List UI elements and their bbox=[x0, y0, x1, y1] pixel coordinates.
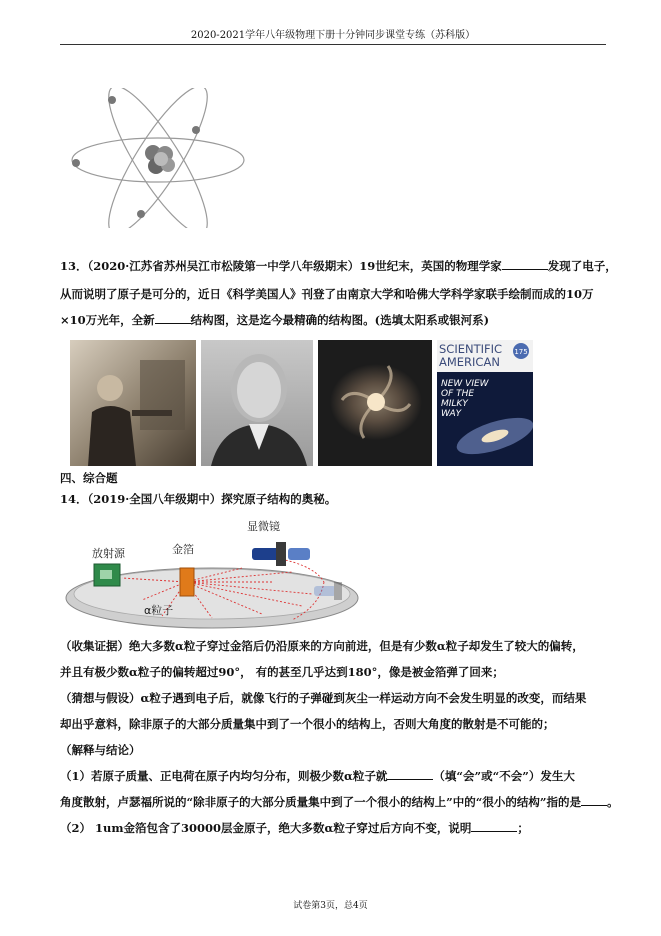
q13-line3: ×10万光年，全新 结构图，这是迄今最精确的结构图。(选填太阳系或银河系) bbox=[60, 313, 490, 327]
magazine-headline-2: OF THE bbox=[441, 389, 475, 399]
page-header: 2020-2021学年八年级物理下册十分钟同步课堂专练（苏科版） bbox=[60, 26, 606, 45]
q14-part1-line2: 角度散射，卢瑟福所说的“除非原子的大部分质量集中到了一个很小的结构上”中的“很小的结构”指的是 。 bbox=[60, 795, 619, 809]
page-footer: 试卷第3页，总4页 bbox=[293, 901, 368, 911]
magazine-headline-4: WAY bbox=[441, 409, 462, 419]
magazine-cover bbox=[437, 340, 533, 466]
scattering-apparatus-figure bbox=[62, 516, 362, 632]
q13-line2: 从而说明了原子是可分的，近日《科学美国人》刊登了由南京大学和哈佛大学科学家联手绘制而成的10万 bbox=[60, 287, 594, 301]
q14-conclusion-heading: （解释与结论） bbox=[60, 743, 141, 757]
galaxy-photo bbox=[318, 340, 432, 466]
atom-model-figure bbox=[66, 88, 256, 228]
thomson-photo bbox=[70, 340, 196, 466]
magazine-headline-1: NEW VIEW bbox=[441, 379, 489, 389]
q14-hypothesis-line2: 却出乎意料，除非原子的大部分质量集中到了一个很小的结构上，否则大角度的散射是不可能的； bbox=[60, 717, 555, 731]
q14-part1-line1: （1）若原子质量、正电荷在原子内均匀分布，则极少数α粒子就 （填“会”或“不会”）发生大 bbox=[60, 769, 575, 783]
magazine-title-1: SCIENTIFIC bbox=[439, 342, 503, 356]
q14-evidence-line2: 并且有极少数α粒子的偏转超过90°， 有的甚至几乎达到180°，像是被金箔弹了回来； bbox=[60, 665, 504, 679]
magazine-headline-3: MILKY bbox=[441, 399, 468, 409]
magazine-badge: 175 bbox=[514, 348, 528, 356]
section-title: 四、综合题 bbox=[60, 471, 118, 485]
q13-line1: 13．（2020·江苏省苏州吴江市松陵第一中学八年级期末）19世纪末，英国的物理学家 发现了电子， bbox=[60, 259, 617, 273]
q14-hypothesis-line1: （猜想与假设）α粒子遇到电子后，就像飞行的子弹碰到灰尘一样运动方向不会发生明显的改变，而结果 bbox=[60, 691, 587, 705]
label-alpha-particle: α粒子 bbox=[144, 604, 174, 617]
q14-evidence-line1: （收集证据）绝大多数α粒子穿过金箔后仍沿原来的方向前进，但是有少数α粒子却发生了较大的偏转， bbox=[60, 639, 584, 653]
rutherford-photo bbox=[201, 340, 313, 466]
q14-part2-line: （2） 1um金箔包含了30000层金原子，绝大多数α粒子穿过后方向不变，说明 ； bbox=[60, 821, 529, 835]
q14-title: 14．（2019·全国八年级期中）探究原子结构的奥秘。 bbox=[60, 492, 337, 506]
label-gold-foil: 金箔 bbox=[172, 543, 194, 556]
label-microscope: 显微镜 bbox=[247, 520, 280, 533]
label-radiation-source: 放射源 bbox=[92, 547, 125, 560]
magazine-title-2: AMERICAN bbox=[439, 355, 500, 369]
